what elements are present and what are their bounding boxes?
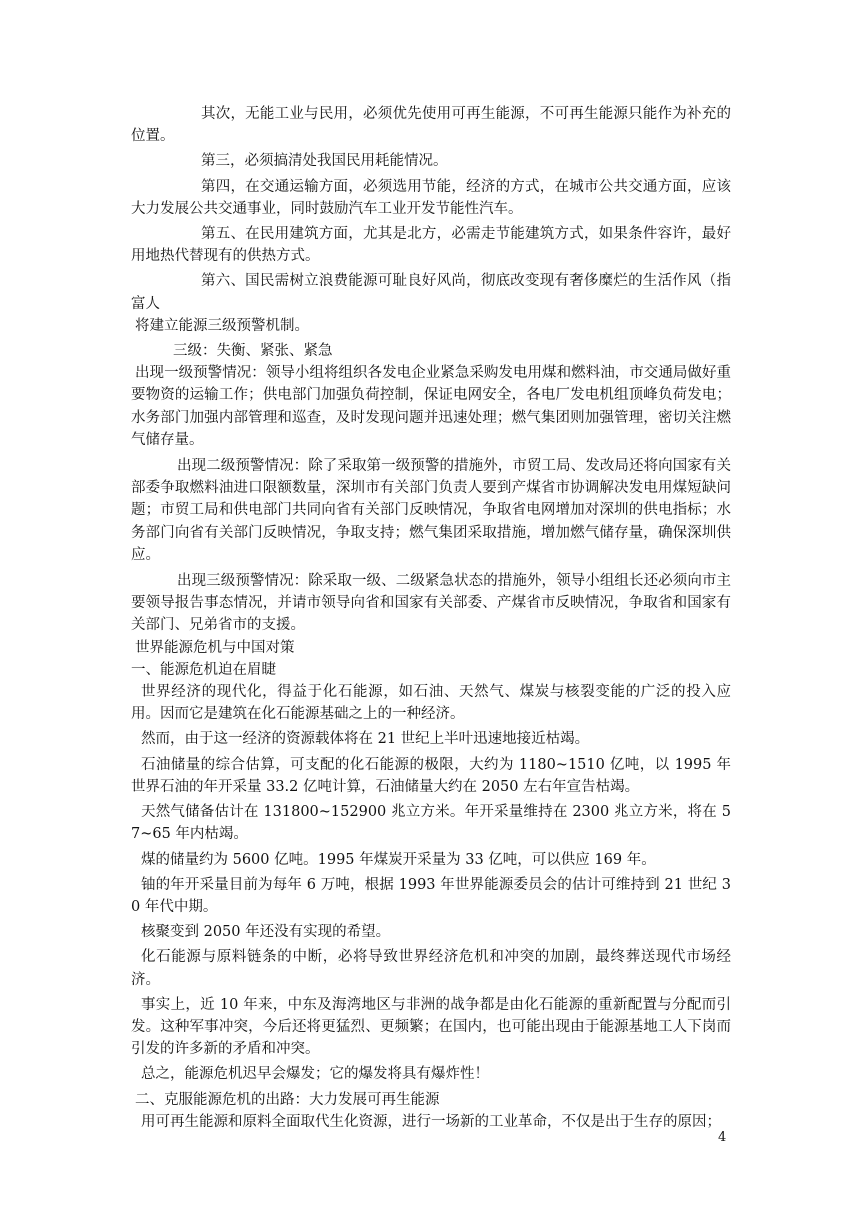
paragraph-fifth: 第五、在民用建筑方面，尤其是北方，必需走节能建筑方式，如果条件容许，最好用地热代替现有的供热方式。 bbox=[131, 226, 731, 265]
paragraph-however: 然而，由于这一经济的资源载体将在 21 世纪上半叶迅速地接近枯竭。 bbox=[141, 731, 590, 748]
warning-mechanism-line: 将建立能源三级预警机制。 bbox=[135, 317, 309, 334]
paragraph-renewable: 用可再生能源和原料全面取代生化资源，进行一场新的工业革命，不仅是出于生存的原因； bbox=[141, 1113, 721, 1130]
paragraph-fourth: 第四，在交通运输方面，必须选用节能，经济的方式，在城市公共交通方面，应该大力发展公共交通事业，同时鼓励汽车工业开发节能性汽车。 bbox=[131, 178, 731, 217]
heading-energy-crisis: 一、能源危机迫在眉睫 bbox=[131, 661, 276, 678]
paragraph-chain-break: 化石能源与原料链条的中断，必将导致世界经济危机和冲突的加剧，最终葬送现代市场经济。 bbox=[131, 949, 731, 988]
level-one-paragraph: 出现一级预警情况：领导小组将组织各发电企业紧急采购发电用煤和燃料油，市交通局做好重要物资的运输工作；供电部门加强负荷控制，保证电网安全，各电厂发电机组顶峰负荷发电；水务部门加强内部管理和巡查，及时发现问题并迅速处理；燃气集团则加强管理，密切关注燃气储存量。 bbox=[131, 365, 731, 448]
paragraph-fusion: 核聚变到 2050 年还没有实现的希望。 bbox=[141, 924, 391, 941]
section-title-world-energy: 世界能源危机与中国对策 bbox=[135, 639, 295, 656]
paragraph-sixth: 第六、国民需树立浪费能源可耻良好风尚，彻底改变现有奢侈糜烂的生活作风（指富人 bbox=[131, 273, 731, 312]
paragraph-oil-reserves: 石油储量的综合估算，可支配的化石能源的极限，大约为 1180~1510 亿吨，以 1995 年世界石油的年开采量 33.2 亿吨计算，石油储量大约在 2050 左右年宣告枯竭。 bbox=[131, 756, 731, 795]
paragraph-third: 第三，必须搞清处我国民用耗能情况。 bbox=[201, 153, 448, 170]
heading-solution: 二、克服能源危机的出路：大力发展可再生能源 bbox=[135, 1091, 440, 1108]
paragraph-second: 其次，无能工业与民用，必须优先使用可再生能源，不可再生能源只能作为补充的位置。 bbox=[131, 106, 731, 145]
paragraph-modernization: 世界经济的现代化，得益于化石能源，如石油、天然气、煤炭与核裂变能的广泛的投入应用。因而它是建筑在化石能源基础之上的一种经济。 bbox=[131, 684, 731, 723]
paragraph-natural-gas: 天然气储备估计在 131800~152900 兆立方米。年开采量维持在 2300 兆立方米，将在 57~65 年内枯竭。 bbox=[131, 804, 731, 843]
level-two-paragraph: 出现二级预警情况：除了采取第一级预警的措施外，市贸工局、发改局还将向国家有关部委争取燃料油进口限额数量，深圳市有关部门负责人要到产煤省市协调解决发电用煤短缺问题；市贸工局和供电部门共同向省有关部门反映情况，争取省电网增加对深圳的供电指标；水务部门向省有关部门反映情况，争取支持；燃气集团采取措施，增加燃气储存量，确保深圳供应。 bbox=[131, 458, 731, 563]
paragraph-uranium: 铀的年开采量目前为每年 6 万吨，根据 1993 年世界能源委员会的估计可维持到 21 世纪 30 年代中期。 bbox=[131, 876, 731, 915]
document-body bbox=[131, 103, 731, 1133]
paragraph-in-summary: 总之，能源危机迟早会爆发；它的爆发将具有爆炸性！ bbox=[141, 1066, 489, 1083]
three-levels-line: 三级：失衡、紧张、紧急 bbox=[173, 343, 333, 360]
paragraph-coal: 煤的储量约为 5600 亿吨。1995 年煤炭开采量为 33 亿吨，可以供应 169 年。 bbox=[141, 851, 656, 868]
page-number: 4 bbox=[718, 1130, 727, 1145]
paragraph-in-fact: 事实上，近 10 年来，中东及海湾地区与非洲的战争都是由化石能源的重新配置与分配而引发。这种军事冲突，今后还将更猛烈、更频繁；在国内，也可能出现由于能源基地工人下岗而引发的许多新的矛盾和冲突。 bbox=[131, 996, 731, 1058]
level-three-paragraph: 出现三级预警情况：除采取一级、二级紧急状态的措施外，领导小组组长还必须向市主要领导报告事态情况，并请市领导向省和国家有关部委、产煤省市反映情况，争取省和国家有关部门、兄弟省市的支援。 bbox=[131, 573, 731, 634]
